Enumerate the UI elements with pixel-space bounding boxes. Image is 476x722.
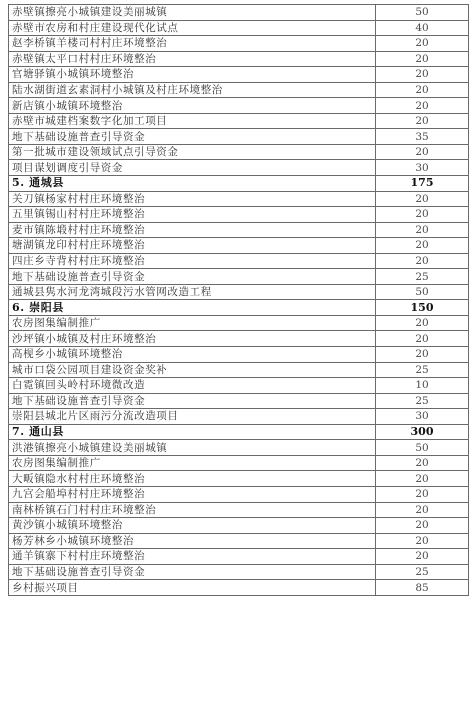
project-name-cell: 关刀镇杨家村村庄环境整治 — [9, 191, 376, 207]
table-row — [9, 549, 469, 565]
table-row — [9, 20, 469, 36]
table-row — [9, 238, 469, 254]
table-row — [9, 144, 469, 160]
amount-cell: 20 — [376, 518, 469, 534]
table-row — [9, 98, 469, 114]
amount-cell: 20 — [376, 455, 469, 471]
table-row — [9, 67, 469, 83]
amount-cell: 30 — [376, 160, 469, 176]
table-row — [9, 36, 469, 52]
project-name-cell: 九宫会船埠村村庄环境整治 — [9, 486, 376, 502]
table-row — [9, 533, 469, 549]
amount-cell: 25 — [376, 393, 469, 409]
table-row — [9, 82, 469, 98]
amount-cell: 20 — [376, 98, 469, 114]
county-name-cell: 7. 通山县 — [9, 424, 376, 440]
table-row — [9, 222, 469, 238]
amount-cell: 50 — [376, 5, 469, 21]
table-row — [9, 253, 469, 269]
amount-cell: 20 — [376, 36, 469, 52]
amount-cell: 25 — [376, 269, 469, 285]
amount-cell: 20 — [376, 207, 469, 223]
project-name-cell: 崇阳县城北片区雨污分流改造项目 — [9, 409, 376, 425]
amount-cell: 20 — [376, 222, 469, 238]
table-row — [9, 564, 469, 580]
county-amount-cell: 150 — [376, 300, 469, 316]
project-name-cell: 四庄乡寺背村村庄环境整治 — [9, 253, 376, 269]
county-header-row — [9, 300, 469, 316]
amount-cell: 25 — [376, 362, 469, 378]
table-row — [9, 284, 469, 300]
amount-cell: 20 — [376, 113, 469, 129]
project-name-cell: 大畈镇隐水村村庄环境整治 — [9, 471, 376, 487]
project-name-cell: 赤壁镇擦亮小城镇建设美丽城镇 — [9, 5, 376, 21]
amount-cell: 20 — [376, 471, 469, 487]
amount-cell: 20 — [376, 533, 469, 549]
project-name-cell: 农房图集编制推广 — [9, 315, 376, 331]
project-name-cell: 黄沙镇小城镇环境整治 — [9, 518, 376, 534]
project-name-cell: 第一批城市建设领域试点引导资金 — [9, 144, 376, 160]
amount-cell: 20 — [376, 51, 469, 67]
county-amount-cell: 175 — [376, 176, 469, 192]
table-row — [9, 191, 469, 207]
project-name-cell: 杨芳林乡小城镇环境整治 — [9, 533, 376, 549]
amount-cell: 20 — [376, 486, 469, 502]
project-name-cell: 官塘驿镇小城镇环境整治 — [9, 67, 376, 83]
project-name-cell: 五里镇锡山村村庄环境整治 — [9, 207, 376, 223]
project-name-cell: 通羊镇寨下村村庄环境整治 — [9, 549, 376, 565]
amount-cell: 30 — [376, 409, 469, 425]
table-row — [9, 455, 469, 471]
table-row — [9, 440, 469, 456]
amount-cell: 40 — [376, 20, 469, 36]
table-row — [9, 5, 469, 21]
amount-cell: 85 — [376, 580, 469, 596]
project-name-cell: 城市口袋公园项目建设资金奖补 — [9, 362, 376, 378]
table-row — [9, 129, 469, 145]
funding-table-body — [9, 5, 469, 596]
amount-cell: 20 — [376, 549, 469, 565]
county-header-row — [9, 424, 469, 440]
table-row — [9, 160, 469, 176]
county-name-cell: 5. 通城县 — [9, 176, 376, 192]
amount-cell: 25 — [376, 564, 469, 580]
amount-cell: 20 — [376, 67, 469, 83]
table-row — [9, 518, 469, 534]
project-name-cell: 沙坪镇小城镇及村庄环境整治 — [9, 331, 376, 347]
county-header-row — [9, 176, 469, 192]
project-name-cell: 赤壁市城建档案数字化加工项目 — [9, 113, 376, 129]
table-row — [9, 207, 469, 223]
project-name-cell: 地下基础设施普查引导资金 — [9, 269, 376, 285]
amount-cell: 20 — [376, 82, 469, 98]
amount-cell: 20 — [376, 191, 469, 207]
project-name-cell: 新店镇小城镇环境整治 — [9, 98, 376, 114]
table-row — [9, 315, 469, 331]
project-name-cell: 项目谋划调度引导资金 — [9, 160, 376, 176]
amount-cell: 20 — [376, 238, 469, 254]
project-name-cell: 塘湖镇龙印村村庄环境整治 — [9, 238, 376, 254]
project-name-cell: 高枧乡小城镇环境整治 — [9, 347, 376, 363]
table-row — [9, 378, 469, 394]
amount-cell: 10 — [376, 378, 469, 394]
amount-cell: 50 — [376, 440, 469, 456]
amount-cell: 50 — [376, 284, 469, 300]
table-row — [9, 471, 469, 487]
table-row — [9, 269, 469, 285]
project-name-cell: 通城县隽水河龙湾城段污水管网改造工程 — [9, 284, 376, 300]
project-name-cell: 南林桥镇石门村村庄环境整治 — [9, 502, 376, 518]
project-name-cell: 地下基础设施普查引导资金 — [9, 129, 376, 145]
table-row — [9, 580, 469, 596]
table-row — [9, 502, 469, 518]
amount-cell: 35 — [376, 129, 469, 145]
amount-cell: 20 — [376, 331, 469, 347]
amount-cell: 20 — [376, 347, 469, 363]
project-name-cell: 赤壁市农房和村庄建设现代化试点 — [9, 20, 376, 36]
project-name-cell: 赤壁镇太平口村村庄环境整治 — [9, 51, 376, 67]
amount-cell: 20 — [376, 502, 469, 518]
project-name-cell: 地下基础设施普查引导资金 — [9, 393, 376, 409]
project-name-cell: 地下基础设施普查引导资金 — [9, 564, 376, 580]
amount-cell: 20 — [376, 253, 469, 269]
project-name-cell: 赵李桥镇羊楼司村村庄环境整治 — [9, 36, 376, 52]
amount-cell: 20 — [376, 144, 469, 160]
county-name-cell: 6. 崇阳县 — [9, 300, 376, 316]
project-name-cell: 麦市镇陈塅村村庄环境整治 — [9, 222, 376, 238]
project-name-cell: 陆水湖街道玄素洞村小城镇及村庄环境整治 — [9, 82, 376, 98]
project-name-cell: 农房图集编制推广 — [9, 455, 376, 471]
project-name-cell: 乡村振兴项目 — [9, 580, 376, 596]
table-row — [9, 362, 469, 378]
funding-table — [8, 4, 469, 596]
table-row — [9, 393, 469, 409]
table-row — [9, 409, 469, 425]
county-amount-cell: 300 — [376, 424, 469, 440]
table-row — [9, 51, 469, 67]
table-row — [9, 113, 469, 129]
table-row — [9, 331, 469, 347]
project-name-cell: 洪港镇擦亮小城镇建设美丽城镇 — [9, 440, 376, 456]
table-row — [9, 347, 469, 363]
amount-cell: 20 — [376, 315, 469, 331]
project-name-cell: 白霓镇回头岭村环境微改造 — [9, 378, 376, 394]
table-row — [9, 486, 469, 502]
